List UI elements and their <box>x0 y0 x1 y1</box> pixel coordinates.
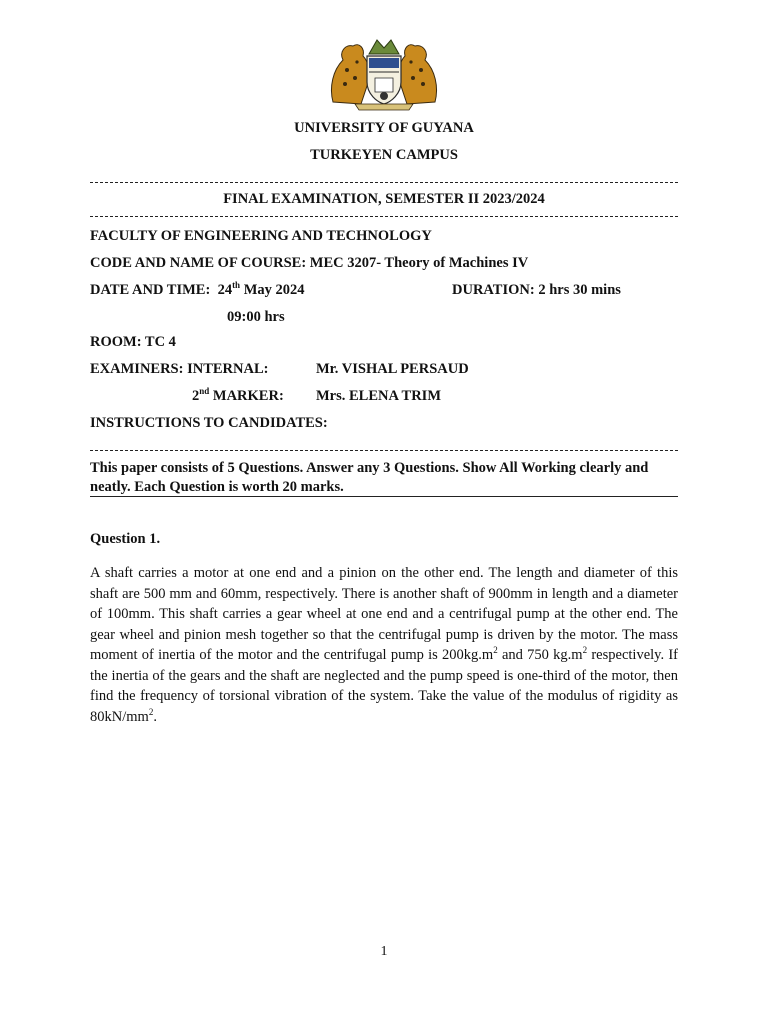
exam-title: FINAL EXAMINATION, SEMESTER II 2023/2024 <box>223 191 545 207</box>
question-1-text <box>90 563 678 727</box>
dashed-divider <box>90 182 678 183</box>
superscript: 2 <box>148 706 154 717</box>
superscript: 2 <box>493 645 498 656</box>
second-marker: Mrs. ELENA TRIM <box>316 388 442 404</box>
date-day: 24 <box>217 282 233 298</box>
dashed-divider <box>90 216 678 217</box>
question-1-text-part: and 750 kg.m <box>497 647 583 663</box>
instructions-label: INSTRUCTIONS TO CANDIDATES: <box>90 415 328 431</box>
marker-label: MARKER: <box>212 388 284 404</box>
campus-name: TURKEYEN CAMPUS <box>310 147 458 163</box>
question-1-title: Question 1. <box>90 531 161 547</box>
university-crest-icon <box>325 32 443 112</box>
faculty-line: FACULTY OF ENGINEERING AND TECHNOLOGY <box>90 228 432 244</box>
date-suffix: th <box>232 280 241 291</box>
date-label: DATE AND TIME: <box>90 282 211 298</box>
marker-suffix: nd <box>199 386 210 397</box>
date-rest: May 2024 <box>243 282 305 298</box>
page-number: 1 <box>380 944 388 959</box>
marker-num: 2 <box>192 388 200 404</box>
second-marker-label <box>192 388 284 405</box>
room-line: ROOM: TC 4 <box>90 334 176 350</box>
duration: DURATION: 2 hrs 30 mins <box>452 282 621 298</box>
solid-divider <box>90 496 678 497</box>
internal-examiner: Mr. VISHAL PERSAUD <box>316 361 469 377</box>
examiners-label: EXAMINERS: INTERNAL: <box>90 361 269 377</box>
question-1-text-part: respectively. If the inertia of the gears and the shaft are neglected and the pump speed is one-third of the motor, then find the frequency of torsional vibration of the system. Take the value of the modulus of rigidity as 80kN/mm <box>90 647 679 725</box>
course-line: CODE AND NAME OF COURSE: MEC 3207- Theory of Machines IV <box>90 255 529 271</box>
question-1-text-part: . <box>153 708 157 725</box>
question-1-text-part: A shaft carries a motor at one end and a pinion on the other end. The length and diameter of this shaft are 500 mm and 60mm, respectively. There is another shaft of 900mm in length and a diameter of 100mm. This shaft carries a gear wheel at one end and a centrifugal pump at the other end. The gear wheel and pinion mesh together so that the centrifugal pump is driven by the motor. The mass moment of inertia of the motor and the centrifugal pump is 200kg.m <box>90 565 678 663</box>
date-line <box>90 282 305 299</box>
superscript: 2 <box>582 645 588 656</box>
university-name: UNIVERSITY OF GUYANA <box>294 120 474 136</box>
instructions-text: This paper consists of 5 Questions. Answer any 3 Questions. Show All Working clearly and neatly. Each Question is worth 20 marks. <box>90 460 649 495</box>
exam-time: 09:00 hrs <box>227 309 285 325</box>
dashed-divider <box>90 450 678 451</box>
